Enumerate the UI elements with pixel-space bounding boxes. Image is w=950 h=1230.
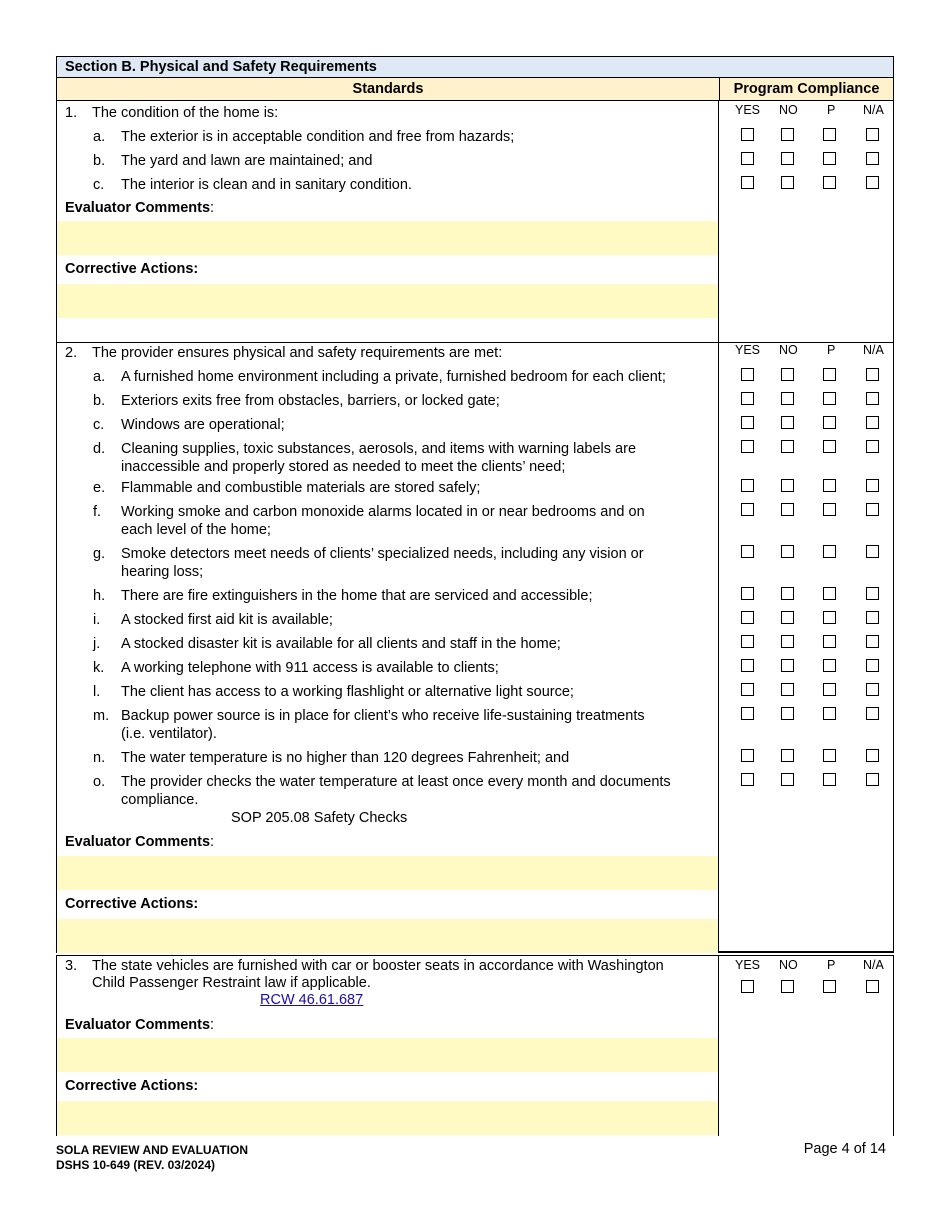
na-checkbox[interactable] — [866, 980, 879, 993]
partial-checkbox[interactable] — [823, 152, 836, 165]
partial-checkbox[interactable] — [823, 683, 836, 696]
sub-item-l: l. The client has access to a working flashlight or alternative light source; — [93, 684, 574, 700]
yes-checkbox[interactable] — [741, 545, 754, 558]
sub-item-o: o. The provider checks the water temperature at least once every month and documents compliance. — [93, 774, 671, 808]
sub-item-a: a. The exterior is in acceptable condition and free from hazards; — [93, 129, 515, 145]
sub-item-c: c. Windows are operational; — [93, 417, 285, 433]
partial-checkbox[interactable] — [823, 749, 836, 762]
no-checkbox[interactable] — [781, 707, 794, 720]
partial-checkbox[interactable] — [823, 587, 836, 600]
no-checkbox[interactable] — [781, 176, 794, 189]
na-checkbox[interactable] — [866, 503, 879, 516]
item-2-checkboxes — [719, 343, 893, 843]
evaluator-comments-field[interactable] — [57, 1038, 718, 1072]
na-checkbox[interactable] — [866, 128, 879, 141]
standards-header: Standards — [57, 78, 720, 100]
na-checkbox[interactable] — [866, 416, 879, 429]
yes-checkbox[interactable] — [741, 479, 754, 492]
partial-checkbox[interactable] — [823, 545, 836, 558]
na-checkbox[interactable] — [866, 773, 879, 786]
no-checkbox[interactable] — [781, 440, 794, 453]
yes-checkbox[interactable] — [741, 980, 754, 993]
no-checkbox[interactable] — [781, 368, 794, 381]
reference-row — [57, 808, 718, 832]
corrective-actions-label-row: Corrective Actions: — [65, 896, 199, 912]
item-1-compliance — [719, 101, 893, 342]
partial-checkbox[interactable] — [823, 659, 836, 672]
item-1-row — [57, 101, 718, 125]
sub-item-g: g. Smoke detectors meet needs of clients’ specialized needs, including any vision or hearing loss; — [93, 546, 644, 580]
item-2-compliance — [719, 343, 893, 951]
compliance-columns: YES NO P N/A — [735, 958, 884, 972]
yes-checkbox[interactable] — [741, 683, 754, 696]
na-checkbox[interactable] — [866, 707, 879, 720]
sub-item-a: a. A furnished home environment including a private, furnished bedroom for each client; — [93, 369, 666, 385]
na-checkbox[interactable] — [866, 440, 879, 453]
reference-row — [57, 992, 718, 1014]
partial-checkbox[interactable] — [823, 707, 836, 720]
sop-reference: SOP 205.08 Safety Checks — [231, 810, 408, 826]
sub-item-d: d. Cleaning supplies, toxic substances, aerosols, and items with warning labels are inaccessible and properly stored as needed to meet the clients’ need; — [93, 441, 637, 475]
no-checkbox[interactable] — [781, 587, 794, 600]
yes-checkbox[interactable] — [741, 587, 754, 600]
yes-checkbox[interactable] — [741, 659, 754, 672]
yes-checkbox[interactable] — [741, 503, 754, 516]
corrective-actions-field[interactable] — [57, 284, 718, 318]
na-checkbox[interactable] — [866, 587, 879, 600]
no-checkbox[interactable] — [781, 545, 794, 558]
yes-checkbox[interactable] — [741, 368, 754, 381]
sub-item-e: e. Flammable and combustible materials are stored safely; — [93, 480, 481, 496]
section-title: Section B. Physical and Safety Requirements — [56, 56, 894, 78]
evaluator-comments-field[interactable] — [57, 221, 718, 255]
no-checkbox[interactable] — [781, 611, 794, 624]
partial-checkbox[interactable] — [823, 611, 836, 624]
yes-checkbox[interactable] — [741, 635, 754, 648]
item-1-checkboxes — [719, 101, 893, 342]
na-checkbox[interactable] — [866, 479, 879, 492]
item-3-row: 3. The state vehicles are furnished with car or booster seats in accordance with Washington Child Passenger Restraint law if applicable. — [65, 958, 664, 991]
na-checkbox[interactable] — [866, 368, 879, 381]
sub-item-f: f. Working smoke and carbon monoxide alarms located in or near bedrooms and on each level of the home; — [93, 504, 645, 538]
sub-item-i: i. A stocked first aid kit is available; — [93, 612, 333, 628]
partial-checkbox[interactable] — [823, 368, 836, 381]
item-1-block — [56, 101, 894, 343]
no-checkbox[interactable] — [781, 479, 794, 492]
na-checkbox[interactable] — [866, 635, 879, 648]
no-checkbox[interactable] — [781, 392, 794, 405]
item-text: The condition of the home is: — [92, 105, 279, 121]
evaluator-comments-label-row: Evaluator Comments: — [65, 1017, 215, 1033]
form-title: SOLA REVIEW AND EVALUATION — [56, 1143, 248, 1157]
no-checkbox[interactable] — [781, 749, 794, 762]
no-checkbox[interactable] — [781, 773, 794, 786]
item-2-row: 2. The provider ensures physical and safety requirements are met: — [65, 345, 503, 361]
partial-checkbox[interactable] — [823, 479, 836, 492]
corrective-actions-label-row: Corrective Actions: — [65, 261, 199, 277]
corrective-actions-label-row: Corrective Actions: — [65, 1078, 199, 1094]
partial-checkbox[interactable] — [823, 128, 836, 141]
yes-checkbox[interactable] — [741, 128, 754, 141]
partial-checkbox[interactable] — [823, 416, 836, 429]
compliance-columns: YES NO P N/A — [735, 103, 884, 117]
partial-checkbox[interactable] — [823, 503, 836, 516]
yes-checkbox[interactable] — [741, 440, 754, 453]
item-2-block — [56, 343, 894, 953]
partial-checkbox[interactable] — [823, 176, 836, 189]
na-checkbox[interactable] — [866, 392, 879, 405]
no-checkbox[interactable] — [781, 980, 794, 993]
evaluator-comments-label-row: Evaluator Comments: — [65, 200, 215, 216]
corrective-actions-field[interactable] — [57, 1101, 718, 1135]
sub-item-b: b. Exteriors exits free from obstacles, barriers, or locked gate; — [93, 393, 500, 409]
yes-checkbox[interactable] — [741, 392, 754, 405]
item-number: 1. — [65, 105, 78, 121]
form-number: DSHS 10-649 (REV. 03/2024) — [56, 1158, 215, 1172]
compliance-header: Program Compliance — [733, 81, 880, 97]
sub-item-n: n. The water temperature is no higher than 120 degrees Fahrenheit; and — [93, 750, 570, 766]
sub-item-b: b. The yard and lawn are maintained; and — [93, 153, 373, 169]
yes-checkbox[interactable] — [741, 707, 754, 720]
footer-form-info — [56, 1143, 248, 1173]
sub-item-k: k. A working telephone with 911 access is available to clients; — [93, 660, 499, 676]
sub-item-c: c. The interior is clean and in sanitary condition. — [93, 177, 412, 193]
yes-checkbox[interactable] — [741, 176, 754, 189]
no-checkbox[interactable] — [781, 152, 794, 165]
no-checkbox[interactable] — [781, 416, 794, 429]
partial-checkbox[interactable] — [823, 440, 836, 453]
na-checkbox[interactable] — [866, 683, 879, 696]
no-checkbox[interactable] — [781, 503, 794, 516]
sub-item-j: j. A stocked disaster kit is available for all clients and staff in the home; — [93, 636, 561, 652]
partial-checkbox[interactable] — [823, 635, 836, 648]
no-checkbox[interactable] — [781, 659, 794, 672]
na-checkbox[interactable] — [866, 659, 879, 672]
na-checkbox[interactable] — [866, 176, 879, 189]
yes-checkbox[interactable] — [741, 773, 754, 786]
evaluator-comments-label-row: Evaluator Comments: — [65, 834, 215, 850]
rcw-link[interactable]: RCW 46.61.687 — [260, 992, 364, 1008]
item-3-block — [56, 955, 894, 1136]
corrective-actions-field[interactable] — [57, 919, 718, 953]
no-checkbox[interactable] — [781, 635, 794, 648]
partial-checkbox[interactable] — [823, 773, 836, 786]
yes-checkbox[interactable] — [741, 152, 754, 165]
compliance-columns: YES NO P N/A — [735, 343, 884, 357]
table-header — [56, 78, 894, 101]
na-checkbox[interactable] — [866, 152, 879, 165]
yes-checkbox[interactable] — [741, 416, 754, 429]
no-checkbox[interactable] — [781, 683, 794, 696]
na-checkbox[interactable] — [866, 611, 879, 624]
partial-checkbox[interactable] — [823, 980, 836, 993]
yes-checkbox[interactable] — [741, 611, 754, 624]
evaluator-comments-field[interactable] — [57, 856, 718, 890]
page-number: Page 4 of 14 — [803, 1141, 886, 1157]
yes-checkbox[interactable] — [741, 749, 754, 762]
form-page — [56, 56, 894, 1136]
partial-checkbox[interactable] — [823, 392, 836, 405]
sub-item-h: h. There are fire extinguishers in the home that are serviced and accessible; — [93, 588, 593, 604]
no-checkbox[interactable] — [781, 128, 794, 141]
sub-item-m: m. Backup power source is in place for client’s who receive life-sustaining treatments (i.e. ventilator). — [93, 708, 645, 742]
na-checkbox[interactable] — [866, 545, 879, 558]
na-checkbox[interactable] — [866, 749, 879, 762]
item-3-compliance — [719, 956, 893, 1136]
